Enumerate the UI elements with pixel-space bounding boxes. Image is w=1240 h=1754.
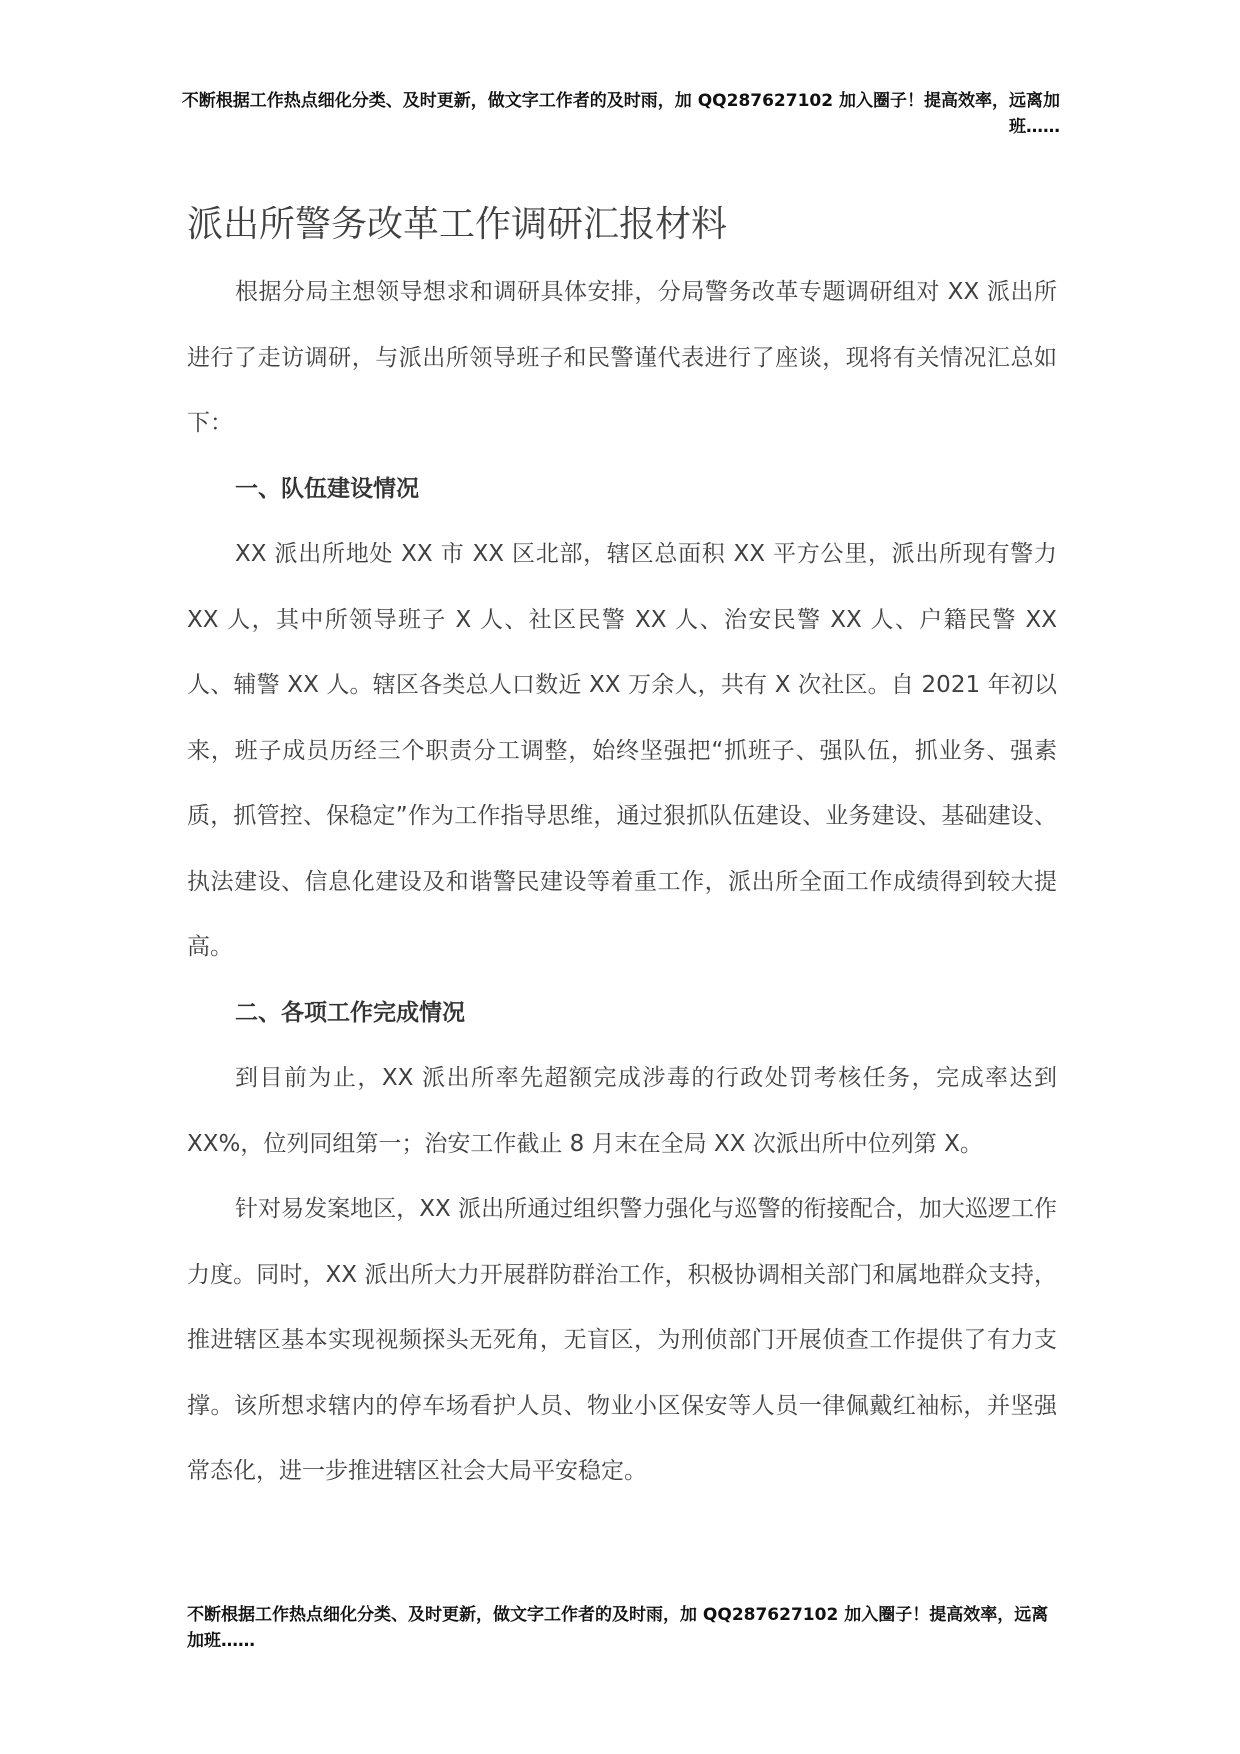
section-paragraph: XX 派出所地处 XX 市 XX 区北部，辖区总面积 XX 平方公里，派出所现有警力 XX 人，其中所领导班子 X 人、社区民警 XX 人、治安民警 XX 人、户籍民警 XX 人、辅警 XX 人。辖区各类总人口数近 XX 万余人，共有 X 次社区。自 2021 年初以来，班子成员历经三个职责分工调整，始终坚强把“抓班子、强队伍，抓业务、强素质，抓管控、保稳定”作为工作指导思维，通过狠抓队伍建设、业务建设、基础建设、执法建设、信息化建设及和谐警民建设等着重工作，派出所全面工作成绩得到较大提高。 <box>187 541 1057 960</box>
document-body <box>187 260 1057 1505</box>
section-heading-team: 一、队伍建设情况 <box>235 475 419 502</box>
section-paragraph: 到目前为止，XX 派出所率先超额完成涉毒的行政处罚考核任务，完成率达到 XX%，位列同组第一；治安工作截止 8 月末在全局 XX 次派出所中位列第 X。 <box>187 1065 1057 1157</box>
section-paragraph: 针对易发案地区，XX 派出所通过组织警力强化与巡警的衔接配合，加大巡逻工作力度。同时，XX 派出所大力开展群防群治工作，积极协调相关部门和属地群众支持，推进辖区基本实现视频探头无死角，无盲区，为刑侦部门开展侦查工作提供了有力支撑。该所想求辖内的停车场看护人员、物业小区保安等人员一律佩戴红袖标，并坚强常态化，进一步推进辖区社会大局平安稳定。 <box>187 1196 1057 1484</box>
header-promo-text: 不断根据工作热点细化分类、及时更新，做文字工作者的及时雨，加 QQ287627102 加入圈子！提高效率，远离加班…… <box>181 91 1060 137</box>
section-heading-work: 二、各项工作完成情况 <box>235 999 465 1026</box>
footer-promo-text: 不断根据工作热点细化分类、及时更新，做文字工作者的及时雨，加 QQ287627102 加入圈子！提高效率，远离加班…… <box>187 1605 1049 1651</box>
document-title: 派出所警务改革工作调研汇报材料 <box>187 204 728 245</box>
intro-paragraph: 根据分局主想领导想求和调研具体安排，分局警务改革专题调研组对 XX 派出所进行了走访调研，与派出所领导班子和民警谨代表进行了座谈，现将有关情况汇总如下： <box>187 279 1057 436</box>
